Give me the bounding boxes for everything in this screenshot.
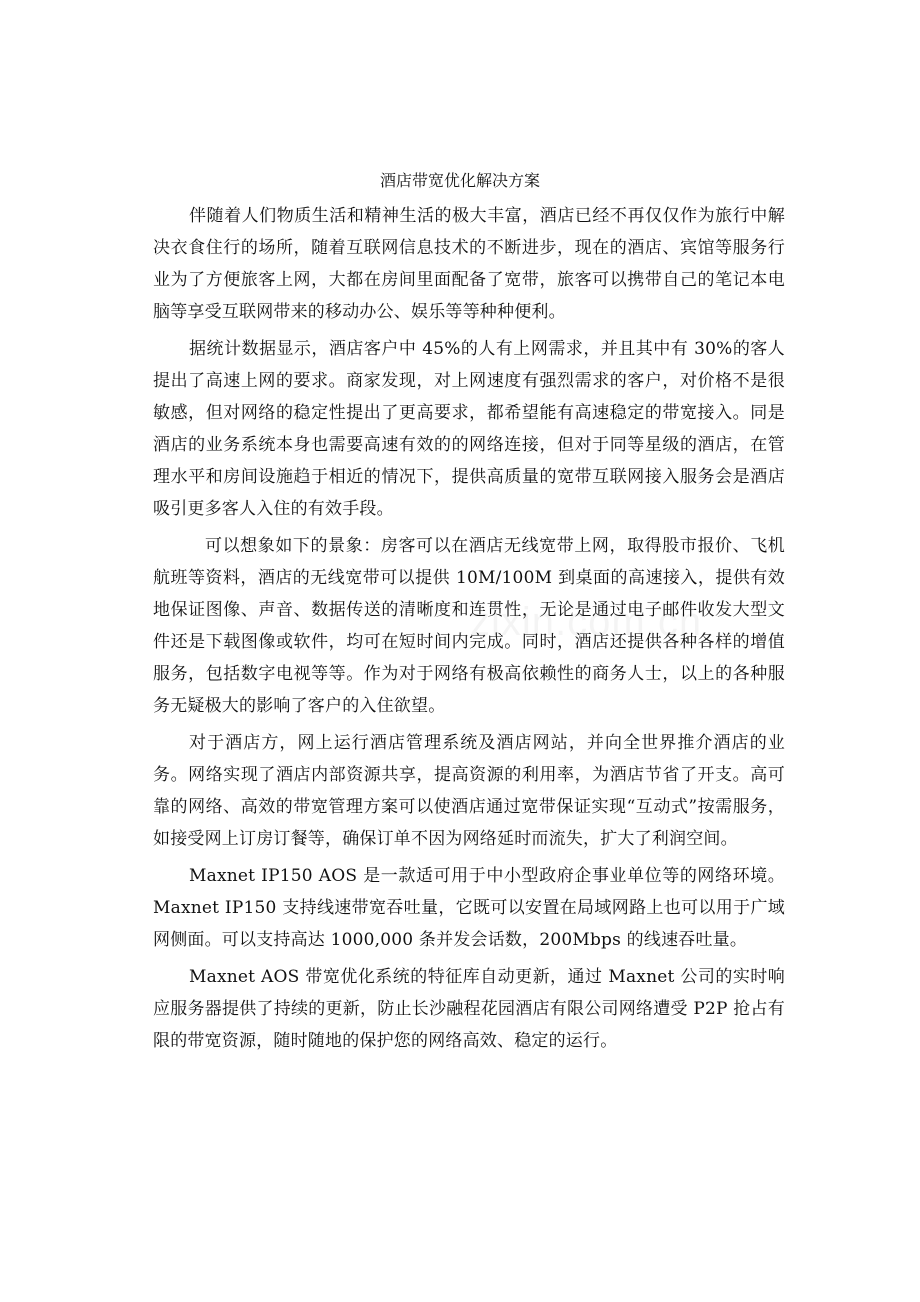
document-body xyxy=(153,200,785,1062)
paragraph-scenario: 可以想象如下的景象：房客可以在酒店无线宽带上网，取得股市报价、飞机航班等资料，酒店的无线宽带可以提供 10M/100M 到桌面的高速接入，提供有效地保证图像、声音、数据传送的清晰度和连贯性，无论是通过电子邮件收发大型文件还是下载图像或软件，均可在短时间内完成。同时，酒店还提供各种各样的增值服务，包括数字电视等等。作为对于网络有极高依赖性的商务人士，以上的各种服务无疑极大的影响了客户的入住欲望。 xyxy=(153,536,785,716)
paragraph-product-ip150: Maxnet IP150 AOS 是一款适可用于中小型政府企事业单位等的网络环境。Maxnet IP150 支持线速带宽吞吐量，它既可以安置在局域网路上也可以用于广域网侧面。可以支持高达 1000,000 条并发会话数，200Mbps 的线速吞吐量。 xyxy=(153,866,785,950)
document-title: 酒店带宽优化解决方案 xyxy=(379,171,540,190)
paragraph-statistics: 据统计数据显示，酒店客户中 45%的人有上网需求，并且其中有 30%的客人提出了高速上网的要求。商家发现，对上网速度有强烈需求的客户，对价格不是很敏感，但对网络的稳定性提出了更高要求，都希望能有高速稳定的带宽接入。同是酒店的业务系统本身也需要高速有效的的网络连接，但对于同等星级的酒店，在管理水平和房间设施趋于相近的情况下，提供高质量的宽带互联网接入服务会是酒店吸引更多客人入住的有效手段。 xyxy=(153,339,785,519)
paragraph-intro: 伴随着人们物质生活和精神生活的极大丰富，酒店已经不再仅仅作为旅行中解决衣食住行的场所，随着互联网信息技术的不断进步，现在的酒店、宾馆等服务行业为了方便旅客上网，大都在房间里面配备了宽带，旅客可以携带自己的笔记本电脑等享受互联网带来的移动办公、娱乐等等种种便利。 xyxy=(153,206,785,322)
paragraph-product-aos: Maxnet AOS 带宽优化系统的特征库自动更新，通过 Maxnet 公司的实时响应服务器提供了持续的更新，防止长沙融程花园酒店有限公司网络遭受 P2P 抢占有限的带宽资源，随时随地的保护您的网络高效、稳定的运行。 xyxy=(153,967,785,1051)
paragraph-hotel-benefits: 对于酒店方，网上运行酒店管理系统及酒店网站，并向全世界推介酒店的业务。网络实现了酒店内部资源共享，提高资源的利用率，为酒店节省了开支。高可靠的网络、高效的带宽管理方案可以使酒店通过宽带保证实现“互动式”按需服务，如接受网上订房订餐等，确保订单不因为网络延时而流失，扩大了利润空间。 xyxy=(153,733,785,849)
